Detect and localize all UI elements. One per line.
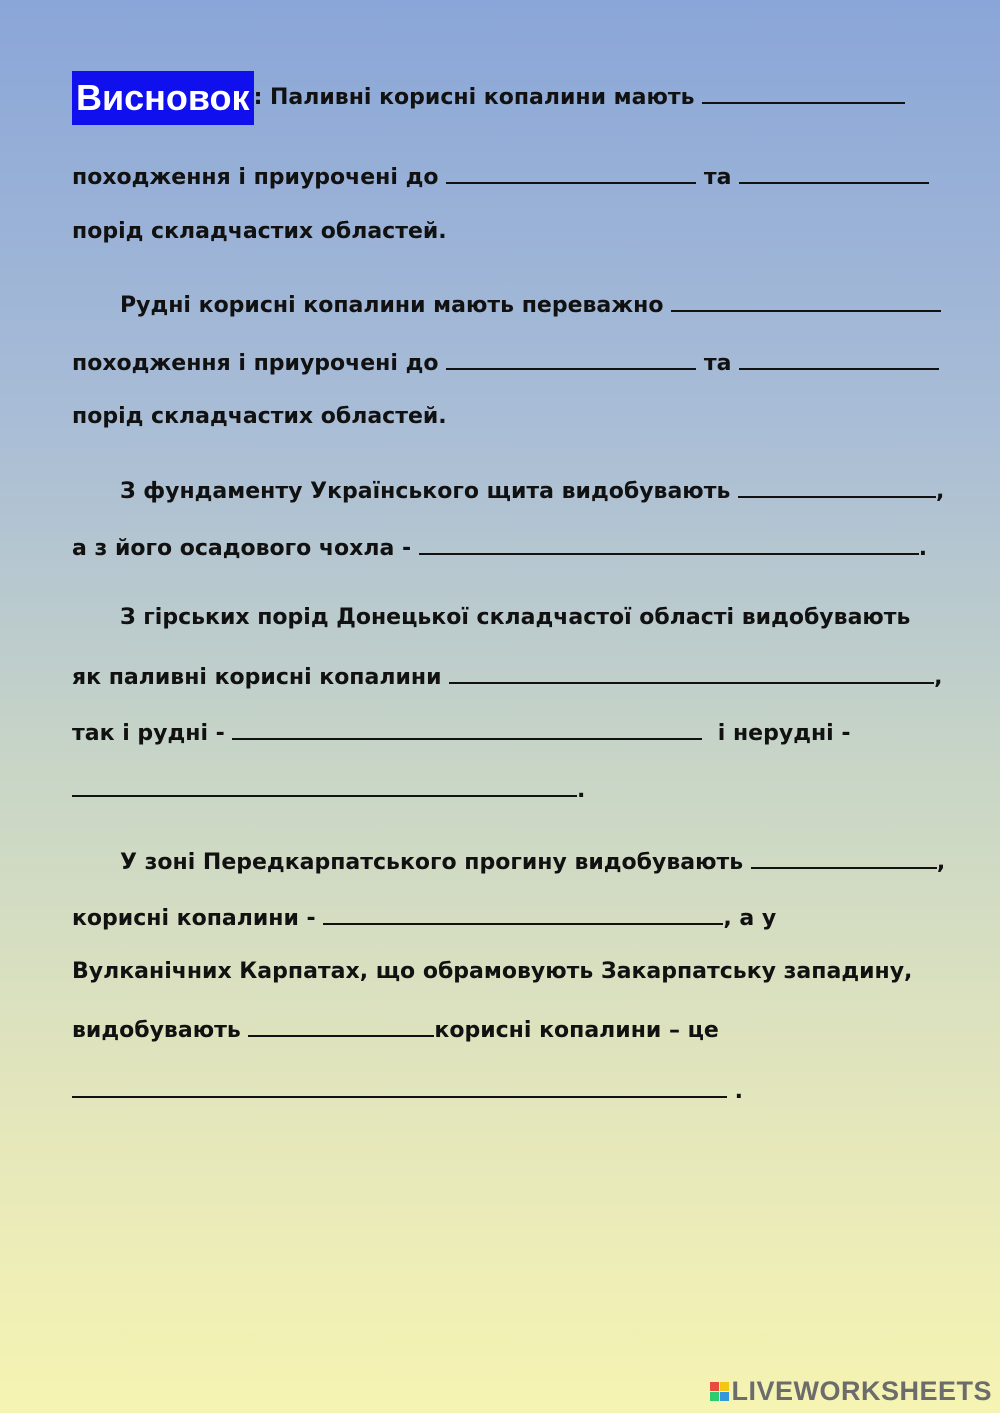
p5-line2 bbox=[72, 901, 776, 934]
p2-line2 bbox=[72, 346, 939, 379]
blank-p4-ore[interactable] bbox=[232, 716, 702, 740]
blank-p2-rocks1[interactable] bbox=[446, 346, 696, 370]
logo-square-e bbox=[720, 1392, 729, 1401]
blank-p1-rocks1[interactable] bbox=[446, 160, 696, 184]
p4-line3-text-a: так і рудні - bbox=[72, 721, 225, 746]
p3-line2 bbox=[72, 531, 927, 564]
p1-line3: порід складчастих областей. bbox=[72, 219, 447, 244]
p4-line3 bbox=[72, 716, 851, 749]
p5-line4 bbox=[72, 1013, 719, 1046]
p5-line1 bbox=[72, 845, 945, 878]
p5-line2-text-a: корисні копалини - bbox=[72, 906, 316, 931]
blank-p5-minerals[interactable] bbox=[323, 901, 723, 925]
p2-line1 bbox=[72, 288, 941, 321]
liveworksheets-logo bbox=[710, 1376, 992, 1407]
p1-line1 bbox=[72, 68, 905, 128]
blank-p1-rocks2[interactable] bbox=[739, 160, 929, 184]
liveworksheets-logo-icon bbox=[710, 1382, 729, 1401]
liveworksheets-logo-text: LIVEWORKSHEETS bbox=[731, 1376, 992, 1406]
logo-square-l bbox=[710, 1382, 719, 1391]
p2-line3: порід складчастих областей. bbox=[72, 404, 447, 429]
blank-p3-shield[interactable] bbox=[738, 474, 936, 498]
blank-p5-answer[interactable] bbox=[72, 1074, 727, 1098]
p4-line4 bbox=[72, 773, 585, 806]
blank-p5-foredeep[interactable] bbox=[751, 845, 937, 869]
p4-line2 bbox=[72, 660, 943, 693]
p2-line2-text-b: та bbox=[703, 351, 732, 376]
blank-p2-rocks2[interactable] bbox=[739, 346, 939, 370]
p5-period: . bbox=[734, 1079, 744, 1104]
p5-line2-text-b: , а у bbox=[723, 906, 777, 931]
p5-line1-text: У зоні Передкарпатського прогину видобувають bbox=[120, 850, 744, 875]
p1-line2-text-a: походження і приурочені до bbox=[72, 165, 439, 190]
p1-line2-text-b: та bbox=[703, 165, 732, 190]
p5-line3: Вулканічних Карпатах, що обрамовують Закарпатську западину, bbox=[72, 959, 913, 984]
p5-line4-text-b: корисні копалини – це bbox=[434, 1018, 719, 1043]
blank-p2-origin[interactable] bbox=[671, 288, 941, 312]
p5-line4-text-a: видобувають bbox=[72, 1018, 241, 1043]
p2-line2-text-a: походження і приурочені до bbox=[72, 351, 439, 376]
p3-line1 bbox=[72, 474, 944, 507]
p3-period: . bbox=[918, 536, 928, 561]
logo-square-v bbox=[710, 1392, 719, 1401]
blank-p4-fuel[interactable] bbox=[449, 660, 934, 684]
p4-period: . bbox=[577, 778, 586, 803]
p4-line2-text: як паливні корисні копалини bbox=[72, 665, 442, 690]
title-heading: Висновок bbox=[72, 71, 254, 125]
p3-line1-text: З фундаменту Українського щита видобувають bbox=[120, 479, 731, 504]
blank-p3-cover[interactable] bbox=[419, 531, 919, 555]
p1-line1-text: : Паливні корисні копалини мають bbox=[253, 85, 695, 110]
p3-line2-text: а з його осадового чохла - bbox=[72, 536, 412, 561]
blank-p1-origin[interactable] bbox=[702, 80, 905, 104]
p4-comma: , bbox=[934, 665, 943, 690]
p4-line3-text-b: і нерудні - bbox=[717, 721, 851, 746]
p3-comma: , bbox=[936, 479, 945, 504]
p5-comma: , bbox=[936, 850, 946, 875]
p4-line1: З гірських порід Донецької складчастої області видобувають bbox=[120, 605, 911, 630]
p2-line1-text: Рудні корисні копалини мають переважно bbox=[120, 293, 664, 318]
blank-p4-nonore[interactable] bbox=[72, 773, 577, 797]
p5-line5 bbox=[72, 1074, 743, 1107]
p1-line2 bbox=[72, 160, 929, 193]
blank-p5-volcanic[interactable] bbox=[248, 1013, 434, 1037]
logo-square-i bbox=[720, 1382, 729, 1391]
